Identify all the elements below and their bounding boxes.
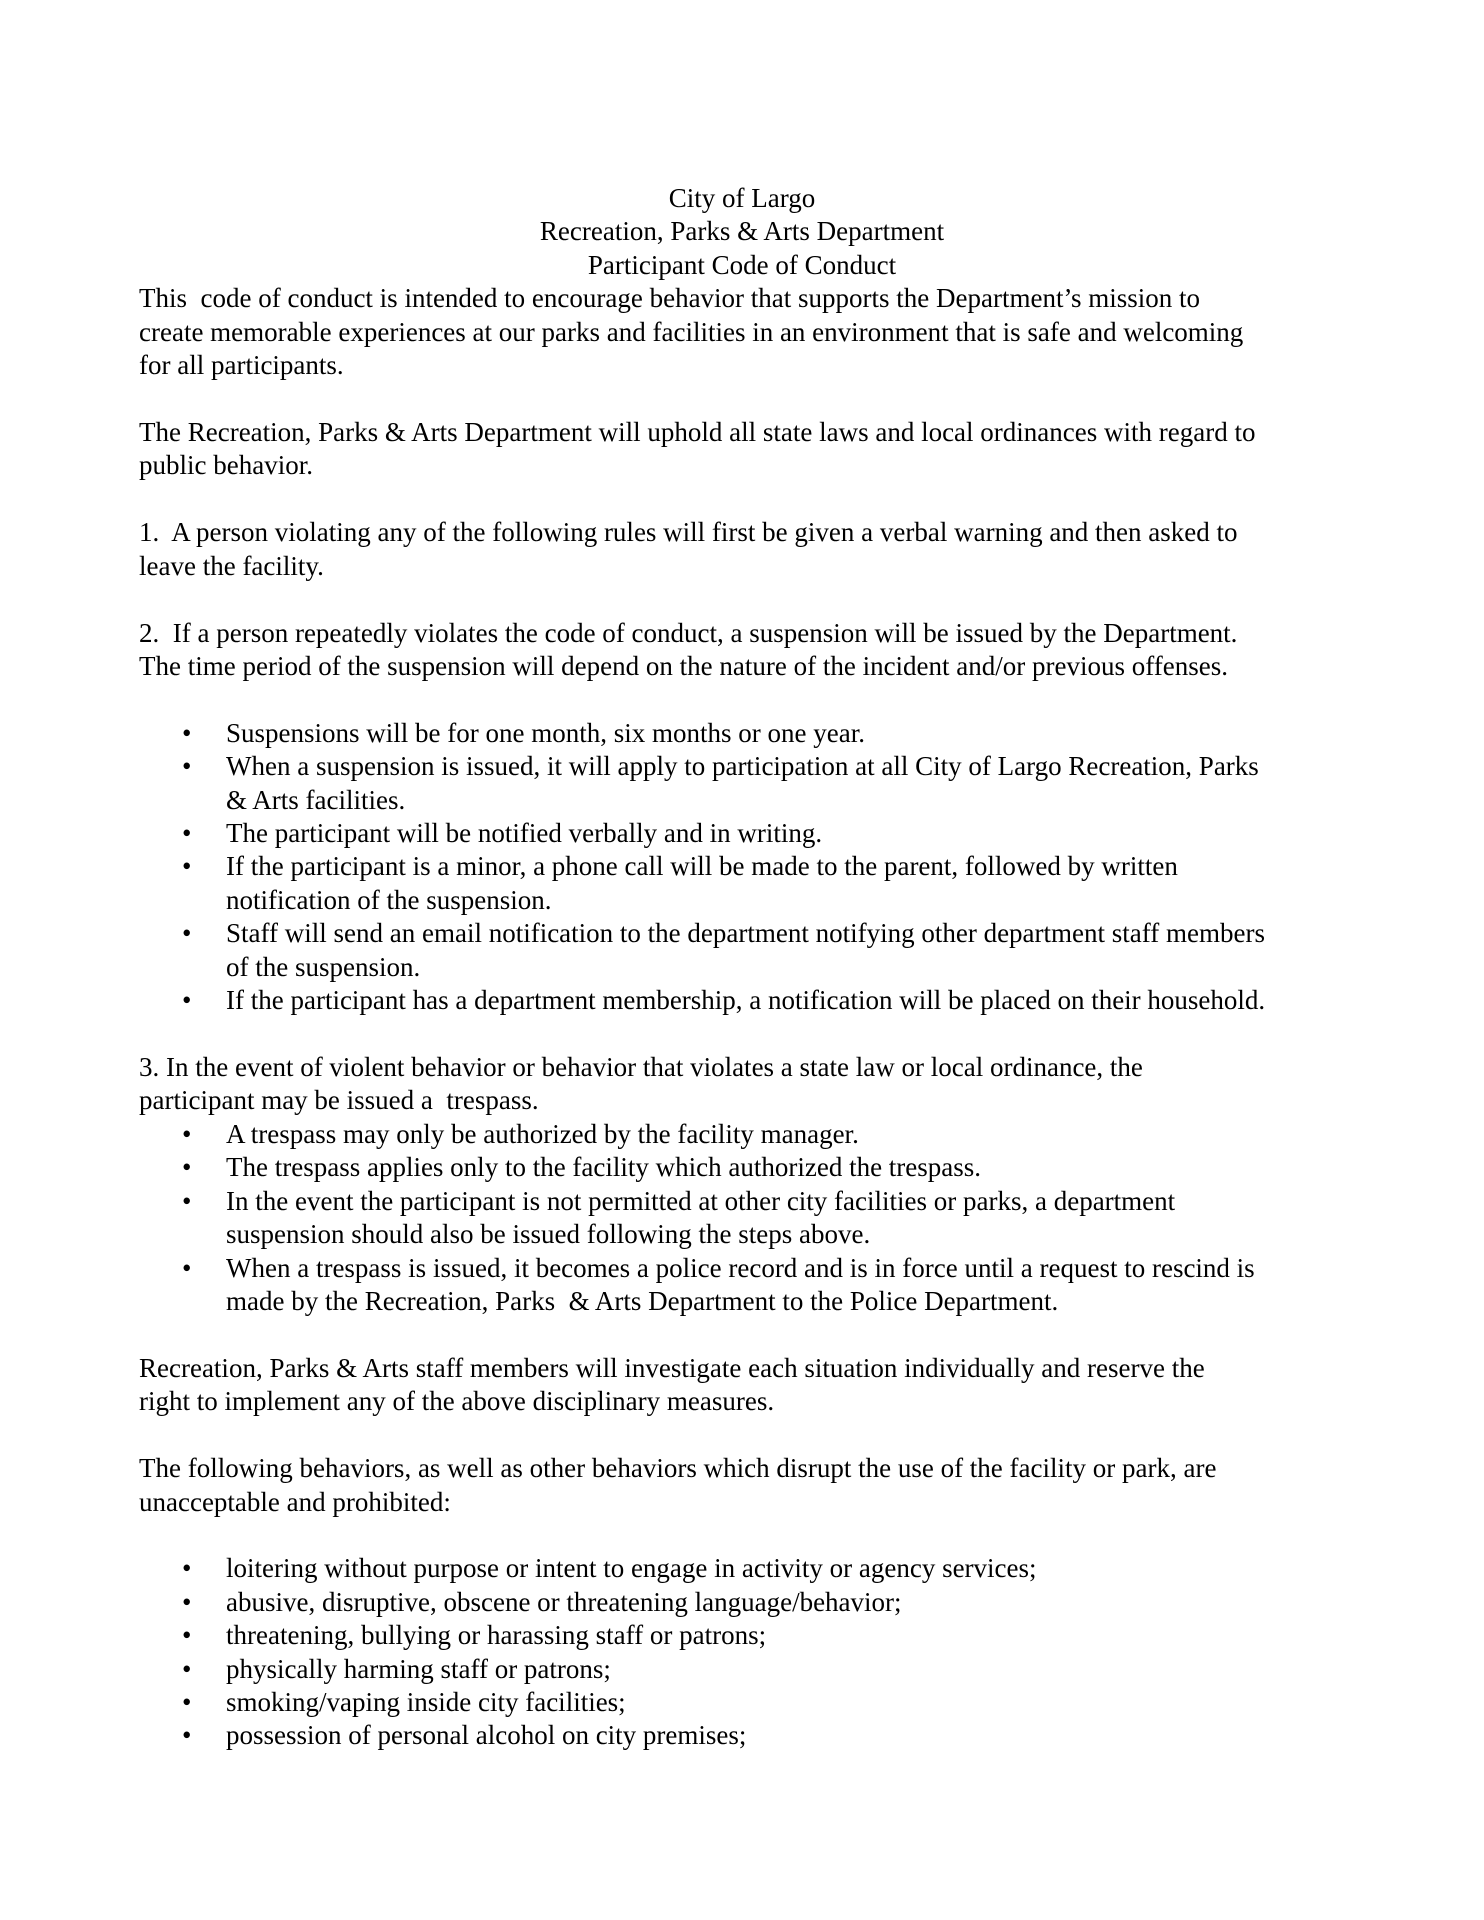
blank-line	[139, 483, 1354, 516]
list-item	[139, 1619, 1354, 1652]
bullet-icon: •	[182, 1653, 192, 1684]
list-item	[139, 750, 1354, 817]
text-line: suspension should also be issued following the steps above.	[226, 1219, 871, 1250]
text-line: possession of personal alcohol on city premises;	[226, 1720, 747, 1751]
text-line: for all participants.	[139, 350, 344, 381]
text-line: 1. A person violating any of the following rules will first be given a verbal warning and then asked to	[139, 517, 1238, 548]
intro-paragraph	[139, 282, 1354, 382]
bullet-icon: •	[182, 1152, 192, 1183]
text-line: create memorable experiences at our parks and facilities in an environment that is safe and welcoming	[139, 316, 1244, 347]
text-line: 3. In the event of violent behavior or behavior that violates a state law or local ordinance, the	[139, 1052, 1143, 1083]
text-line: If the participant has a department membership, a notification will be placed on their household.	[226, 985, 1266, 1016]
text-line: Staff will send an email notification to the department notifying other department staff members	[226, 918, 1265, 949]
list-item	[139, 984, 1354, 1017]
list-item	[139, 1118, 1354, 1151]
list-item	[139, 1151, 1354, 1184]
list-item	[139, 1686, 1354, 1719]
rule-2-paragraph	[139, 617, 1354, 684]
blank-line	[139, 1318, 1354, 1351]
bullet-icon: •	[182, 1185, 192, 1216]
text-line: smoking/vaping inside city facilities;	[226, 1687, 626, 1718]
text-line: Recreation, Parks & Arts staff members will investigate each situation individually and reserve the	[139, 1352, 1205, 1383]
bullet-icon: •	[182, 918, 192, 949]
text-line: This code of conduct is intended to encourage behavior that supports the Department’s mission to	[139, 283, 1201, 314]
document-title: Participant Code of Conduct	[587, 249, 897, 280]
bullet-icon: •	[182, 751, 192, 782]
text-line: 2. If a person repeatedly violates the code of conduct, a suspension will be issued by the Department.	[139, 617, 1238, 648]
text-line: The Recreation, Parks & Arts Department will uphold all state laws and local ordinances with regard to	[139, 417, 1256, 447]
bullet-icon: •	[182, 818, 192, 849]
list-item	[139, 1719, 1354, 1752]
text-line: abusive, disruptive, obscene or threatening language/behavior;	[226, 1586, 902, 1617]
bullet-icon: •	[182, 851, 192, 882]
text-line: public behavior.	[139, 450, 313, 481]
text-line: The time period of the suspension will depend on the nature of the incident and/or previous offenses.	[139, 650, 1228, 681]
text-line: of the suspension.	[226, 951, 421, 982]
text-line: The following behaviors, as well as other behaviors which disrupt the use of the facility or park, are	[139, 1453, 1217, 1484]
list-item	[139, 850, 1354, 917]
text-line: participant may be issued a trespass.	[139, 1085, 539, 1116]
list-item	[139, 1552, 1354, 1585]
list-item	[139, 917, 1354, 984]
investigate-paragraph	[139, 1352, 1354, 1419]
prohibited-paragraph	[139, 1452, 1354, 1519]
suspension-bullet-list	[139, 717, 1354, 1018]
text-line: made by the Recreation, Parks & Arts Department to the Police Department.	[226, 1285, 1059, 1316]
bullet-icon: •	[182, 1620, 192, 1651]
text-line: physically harming staff or patrons;	[226, 1653, 611, 1684]
blank-line	[139, 1018, 1354, 1051]
text-line: unacceptable and prohibited:	[139, 1486, 451, 1517]
prohibited-behaviors-list	[139, 1552, 1354, 1753]
department-name: Recreation, Parks & Arts Department	[539, 216, 945, 247]
trespass-bullet-list	[139, 1118, 1354, 1319]
text-line: notification of the suspension.	[226, 884, 552, 915]
blank-line	[139, 683, 1354, 716]
rule-1-paragraph	[139, 516, 1354, 583]
list-item	[139, 1586, 1354, 1619]
blank-line	[139, 1419, 1354, 1452]
bullet-icon: •	[182, 1687, 192, 1718]
text-line: leave the facility.	[139, 550, 324, 581]
text-line: threatening, bullying or harassing staff or patrons;	[226, 1620, 767, 1651]
bullet-icon: •	[182, 717, 192, 748]
list-item	[139, 1185, 1354, 1252]
list-item	[139, 817, 1354, 850]
blank-line	[139, 583, 1354, 616]
text-line: Suspensions will be for one month, six months or one year.	[226, 717, 865, 748]
rule-3-paragraph	[139, 1051, 1354, 1118]
text-line: & Arts facilities.	[226, 784, 406, 815]
text-line: right to implement any of the above disciplinary measures.	[139, 1386, 775, 1417]
bullet-icon: •	[182, 1252, 192, 1283]
text-line: The trespass applies only to the facility which authorized the trespass.	[226, 1152, 982, 1183]
blank-line	[139, 383, 1354, 416]
list-item	[139, 1653, 1354, 1686]
text-line: The participant will be notified verbally and in writing.	[226, 818, 823, 849]
organization-name: City of Largo	[668, 183, 816, 213]
bullet-icon: •	[182, 985, 192, 1016]
bullet-icon: •	[182, 1553, 192, 1584]
document-header	[139, 182, 1354, 282]
text-line: In the event the participant is not permitted at other city facilities or parks, a department	[226, 1185, 1176, 1216]
laws-paragraph	[139, 416, 1354, 483]
list-item	[139, 1252, 1354, 1319]
bullet-icon: •	[182, 1586, 192, 1617]
list-item	[139, 717, 1354, 750]
text-line: If the participant is a minor, a phone call will be made to the parent, followed by written	[226, 851, 1178, 882]
bullet-icon: •	[182, 1720, 192, 1751]
text-line: loitering without purpose or intent to engage in activity or agency services;	[226, 1553, 1037, 1584]
blank-line	[139, 1519, 1354, 1552]
text-line: A trespass may only be authorized by the facility manager.	[226, 1118, 859, 1149]
bullet-icon: •	[182, 1118, 192, 1149]
text-line: When a suspension is issued, it will apply to participation at all City of Largo Recreation, Parks	[226, 751, 1259, 782]
document-body	[139, 182, 1354, 1753]
text-line: When a trespass is issued, it becomes a police record and is in force until a request to rescind is	[226, 1252, 1255, 1283]
